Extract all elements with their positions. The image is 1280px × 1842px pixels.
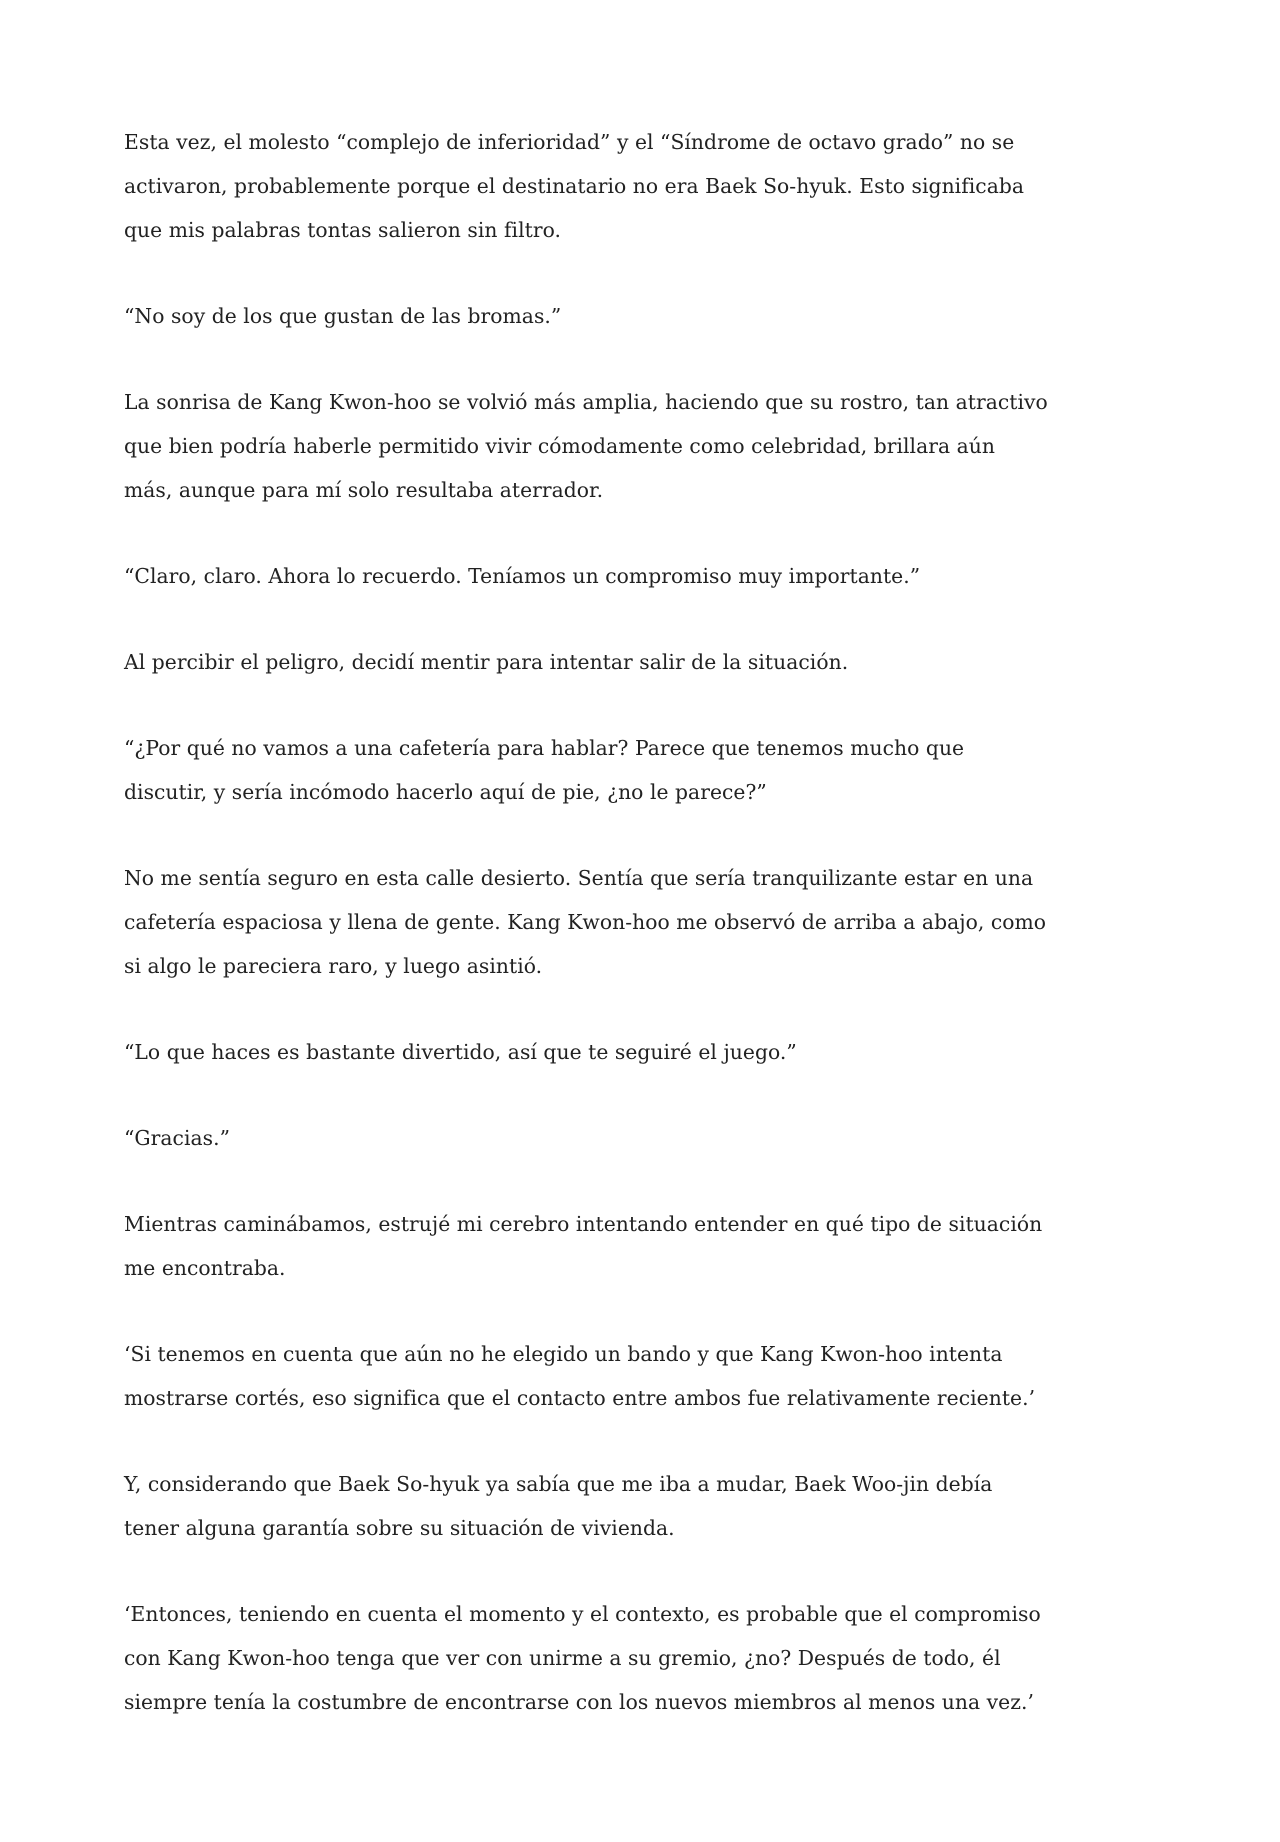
paragraph-3 <box>124 380 1164 512</box>
paragraph-10 <box>124 1202 1164 1290</box>
text-line: me encontraba. <box>124 1256 286 1280</box>
paragraph-1 <box>124 120 1164 252</box>
text-line: “Gracias.” <box>124 1126 231 1150</box>
text-line: No me sentía seguro en esta calle desierto. Sentía que sería tranquilizante estar en una <box>124 866 1034 890</box>
text-line: Y, considerando que Baek So-hyuk ya sabía que me iba a mudar, Baek Woo-jin debía <box>124 1472 993 1496</box>
text-line: “¿Por qué no vamos a una cafetería para hablar? Parece que tenemos mucho que <box>124 736 965 760</box>
text-line: siempre tenía la costumbre de encontrarse con los nuevos miembros al menos una vez.’ <box>124 1690 1034 1714</box>
paragraph-12 <box>124 1462 1164 1550</box>
paragraph-4 <box>124 554 1164 598</box>
text-line: si algo le pareciera raro, y luego asintió. <box>124 954 543 978</box>
text-line: tener alguna garantía sobre su situación de vivienda. <box>124 1516 675 1540</box>
text-line: Al percibir el peligro, decidí mentir para intentar salir de la situación. <box>124 650 849 674</box>
text-line: que bien podría haberle permitido vivir cómodamente como celebridad, brillara aún <box>124 434 995 458</box>
paragraph-11 <box>124 1332 1164 1420</box>
text-line: Esta vez, el molesto “complejo de inferioridad” y el “Síndrome de octavo grado” no se <box>124 130 1015 154</box>
text-line: mostrarse cortés, eso significa que el contacto entre ambos fue relativamente reciente.’ <box>124 1386 1036 1410</box>
text-line: activaron, probablemente porque el destinatario no era Baek So-hyuk. Esto significaba <box>124 174 1025 198</box>
text-line: La sonrisa de Kang Kwon-hoo se volvió más amplia, haciendo que su rostro, tan atractivo <box>124 390 1048 414</box>
paragraph-5 <box>124 640 1164 684</box>
text-line: “No soy de los que gustan de las bromas.” <box>124 304 562 328</box>
text-line: discutir, y sería incómodo hacerlo aquí de pie, ¿no le parece?” <box>124 780 767 804</box>
text-line: ‘Si tenemos en cuenta que aún no he elegido un bando y que Kang Kwon-hoo intenta <box>124 1342 1003 1366</box>
text-line: cafetería espaciosa y llena de gente. Kang Kwon-hoo me observó de arriba a abajo, como <box>124 910 1047 934</box>
paragraph-9 <box>124 1116 1164 1160</box>
text-line: más, aunque para mí solo resultaba aterrador. <box>124 478 604 502</box>
paragraph-13 <box>124 1592 1164 1724</box>
text-line: “Lo que haces es bastante divertido, así que te seguiré el juego.” <box>124 1040 797 1064</box>
text-line: ‘Entonces, teniendo en cuenta el momento y el contexto, es probable que el compromiso <box>124 1602 1041 1626</box>
article-body <box>124 120 1164 1766</box>
text-line: con Kang Kwon-hoo tenga que ver con unirme a su gremio, ¿no? Después de todo, él <box>124 1646 1001 1670</box>
paragraph-7 <box>124 856 1164 988</box>
text-line: que mis palabras tontas salieron sin filtro. <box>124 218 561 242</box>
text-line: “Claro, claro. Ahora lo recuerdo. Teníamos un compromiso muy importante.” <box>124 564 921 588</box>
paragraph-2 <box>124 294 1164 338</box>
paragraph-6 <box>124 726 1164 814</box>
paragraph-8 <box>124 1030 1164 1074</box>
text-line: Mientras caminábamos, estrujé mi cerebro intentando entender en qué tipo de situación <box>124 1212 1043 1236</box>
